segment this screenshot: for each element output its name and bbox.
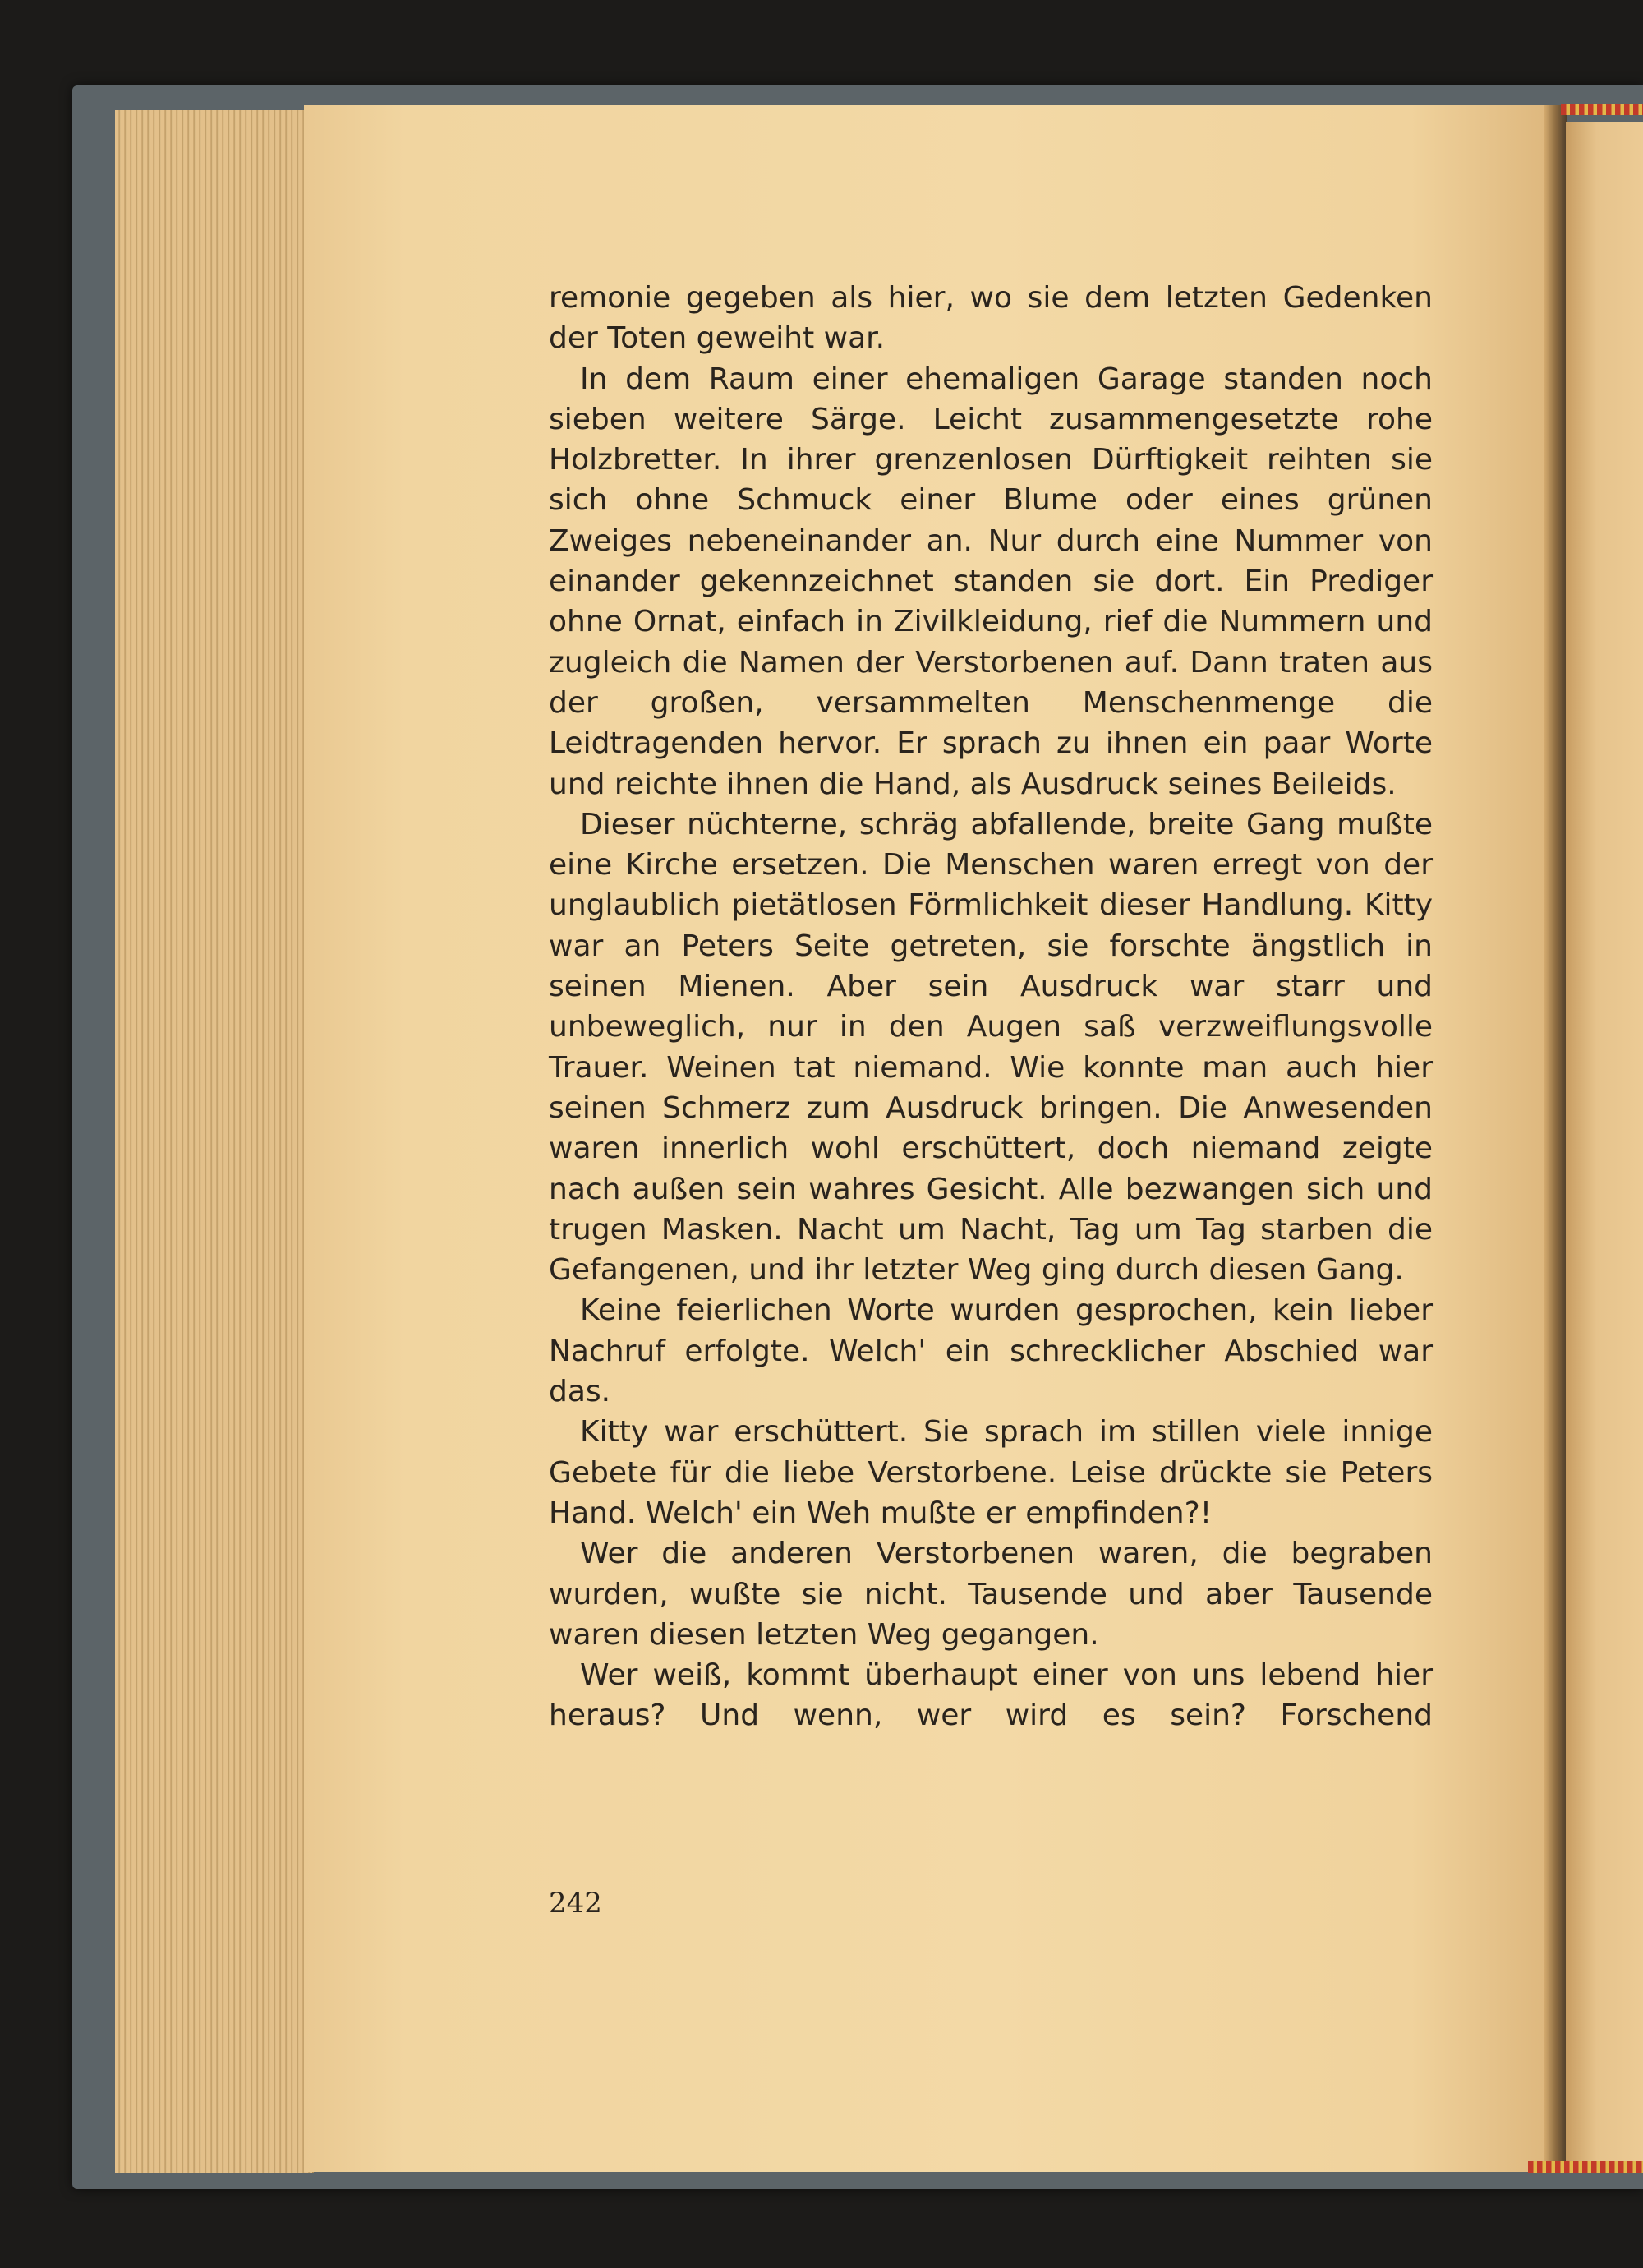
paragraph-4: Keine feierlichen Worte wurden gesprochen, kein lieber Nachruf erfolgte. Welch' ein schrecklicher Abschied war das. (549, 1293, 1433, 1409)
facing-page-edge (1566, 122, 1643, 2168)
paragraph-7: Wer weiß, kommt überhaupt einer von uns lebend hier heraus? Und wenn, wer wird es sein? Forschend (549, 1658, 1433, 1733)
paragraph-5: Kitty war erschüttert. Sie sprach im stillen viele innige Gebete für die liebe Verstorbene. Leise drückte sie Peters Hand. Welch' ein Weh mußte er empfinden?! (549, 1415, 1433, 1530)
page-number: 242 (549, 1887, 602, 1920)
paragraph-2: In dem Raum einer ehemaligen Garage standen noch sieben weitere Särge. Leicht zusammengesetzte rohe Holzbretter. In ihrer grenzenlosen Dürftigkeit reihten sie sich ohne Schmuck einer Blume oder eines grünen Zweiges nebeneinander an. Nur durch eine Nummer von einander gekennzeichnet standen sie dort. Ein Prediger ohne Ornat, einfach in Zivilkleidung, rief die Nummern und zugleich die Namen der Verstorbenen auf. Dann traten aus der großen, versammelten Menschenmenge die Leidtragenden hervor. Er sprach zu ihnen ein paar Worte und reichte ihnen die Hand, als Ausdruck seines Beileids. (549, 362, 1433, 801)
page-text (549, 278, 1433, 1736)
headband-bottom (1528, 2161, 1643, 2173)
book-gutter (1544, 105, 1567, 2172)
paragraph-6: Wer die anderen Verstorbenen waren, die begraben wurden, wußte sie nicht. Tausende und aber Tausende waren diesen letzten Weg gegangen. (549, 1537, 1433, 1652)
paragraph-1: remonie gegeben als hier, wo sie dem letzten Gedenken der Toten geweiht war. (549, 281, 1433, 356)
paragraph-3: Dieser nüchterne, schräg abfallende, breite Gang mußte eine Kirche ersetzen. Die Menschen waren erregt von der unglaublich pietätlosen Förmlichkeit dieser Handlung. Kitty war an Peters Seite getreten, sie forschte ängstlich in seinen Mienen. Aber sein Ausdruck war starr und unbeweglich, nur in den Augen saß verzweiflungsvolle Trauer. Weinen tat niemand. Wie konnte man auch hier seinen Schmerz zum Ausdruck bringen. Die Anwesenden waren innerlich wohl erschüttert, doch niemand zeigte nach außen sein wahres Gesicht. Alle bezwangen sich und trugen Masken. Nacht um Nacht, Tag um Tag starben die Gefangenen, und ihr letzter Weg ging durch diesen Gang. (549, 807, 1433, 1288)
headband-top (1561, 104, 1643, 115)
page-edges (115, 110, 314, 2173)
